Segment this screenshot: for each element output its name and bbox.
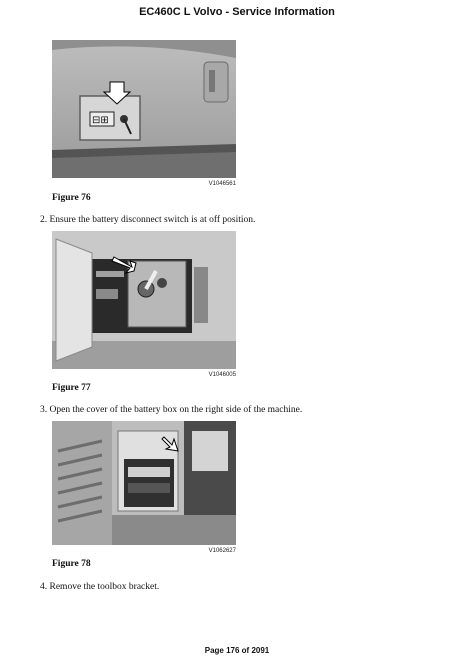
step-4: 4. Remove the toolbox bracket. — [40, 582, 160, 592]
figure-77-caption: Figure 77 — [52, 383, 91, 393]
svg-text:⊟⊞: ⊟⊞ — [92, 115, 109, 126]
figure-76-code: V1046561 — [208, 181, 236, 187]
document-header: EC460C L Volvo - Service Information — [139, 6, 335, 18]
page-number: Page 176 of 2091 — [204, 646, 270, 655]
figure-76-caption: Figure 76 — [52, 193, 91, 203]
step-2: 2. Ensure the battery disconnect switch is at off position. — [40, 215, 256, 225]
figure-77-code: V1046005 — [208, 372, 236, 378]
figure-78-code: V1062627 — [208, 548, 236, 554]
step-3: 3. Open the cover of the battery box on the right side of the machine. — [40, 405, 303, 415]
figure-77-photo — [52, 231, 236, 369]
figure-78-caption: Figure 78 — [52, 559, 91, 569]
figure-76-photo — [52, 40, 236, 178]
figure-78-photo — [52, 421, 236, 545]
